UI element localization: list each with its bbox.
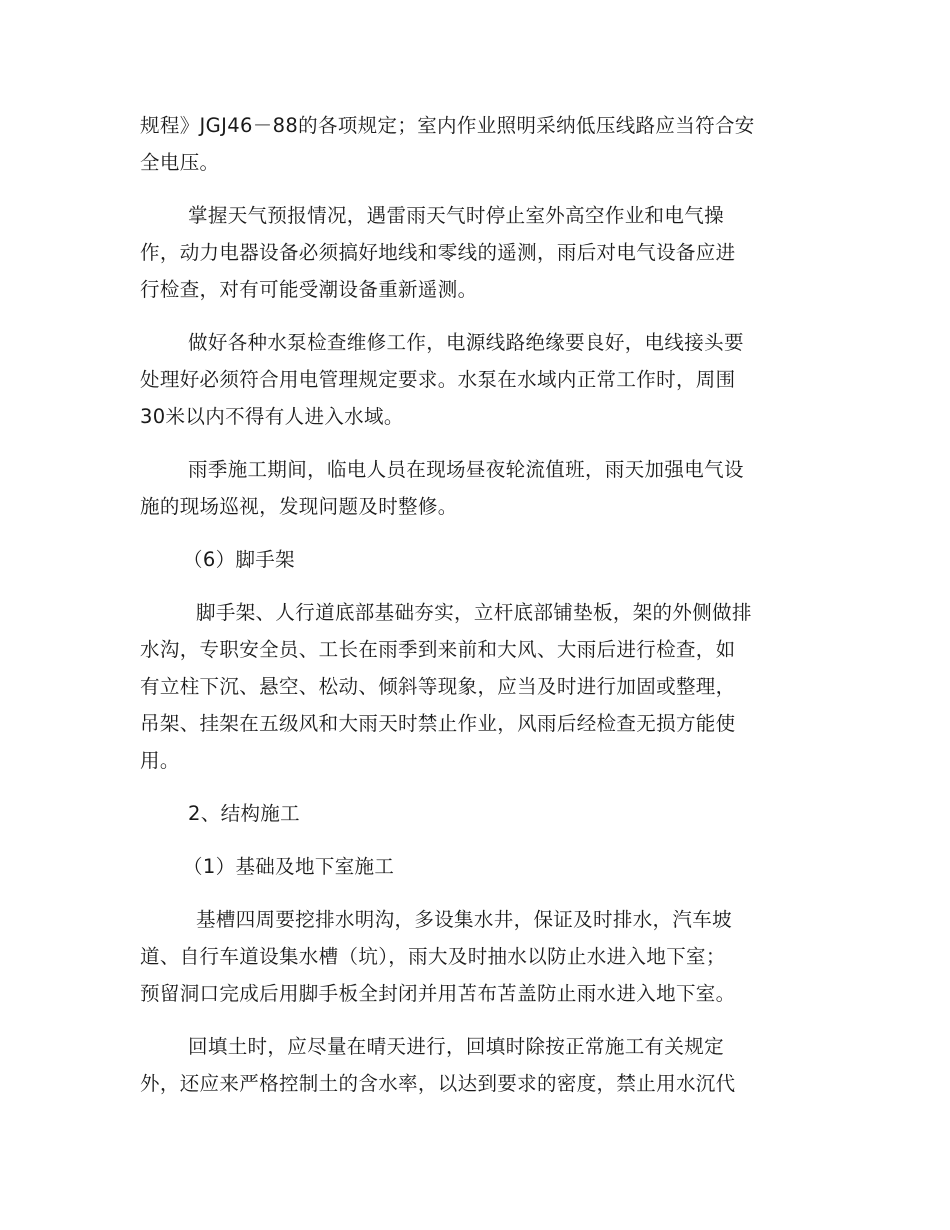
text-line: 有立柱下沉、悬空、松动、倾斜等现象，应当及时进行加固或整理，: [140, 675, 736, 698]
text-line: 脚手架、人行道底部基础夯实，立杆底部铺垫板，架的外侧做排: [196, 601, 752, 624]
text-line: 全电压。: [140, 151, 220, 174]
text-line: 30米以内不得有人进入水域。: [140, 405, 404, 428]
text-line: 行检查，对有可能受潮设备重新遥测。: [140, 278, 478, 301]
text-line: 预留洞口完成后用脚手板全封闭并用苫布苫盖防止雨水进入地下室。: [140, 982, 736, 1005]
text-line: 掌握天气预报情况，遇雷雨天气时停止室外高空作业和电气操: [188, 204, 724, 227]
section-heading: （1）基础及地下室施工: [183, 855, 395, 878]
text-line: 基槽四周要挖排水明沟，多设集水井，保证及时排水，汽车坡: [196, 908, 732, 931]
text-line: 雨季施工期间，临电人员在现场昼夜轮流值班，雨天加强电气设: [188, 458, 744, 481]
text-line: 施的现场巡视，发现问题及时整修。: [140, 495, 458, 518]
text-line: 外，还应来严格控制土的含水率，以达到要求的密度，禁止用水沉代: [140, 1072, 736, 1095]
section-heading: （6）脚手架: [183, 548, 296, 571]
text-line: 用。: [140, 749, 180, 772]
text-line: 规程》JGJ46－88的各项规定；室内作业照明采纳低压线路应当符合安: [140, 114, 755, 137]
text-line: 道、自行车道设集水槽（坑），雨大及时抽水以防止水进入地下室；: [140, 945, 726, 968]
text-line: 水沟，专职安全员、工长在雨季到来前和大风、大雨后进行检查，如: [140, 638, 736, 661]
text-line: 吊架、挂架在五级风和大雨天时禁止作业，风雨后经检查无损方能使: [140, 712, 736, 735]
section-heading: 2、结构施工: [188, 802, 301, 825]
text-line: 回填土时，应尽量在晴天进行，回填时除按正常施工有关规定: [188, 1035, 724, 1058]
text-line: 处理好必须符合用电管理规定要求。水泵在水域内正常工作时，周围: [140, 368, 736, 391]
text-line: 作，动力电器设备必须搞好地线和零线的遥测，雨后对电气设备应进: [140, 241, 736, 264]
text-line: 做好各种水泵检查维修工作，电源线路绝缘要良好，电线接头要: [188, 331, 744, 354]
